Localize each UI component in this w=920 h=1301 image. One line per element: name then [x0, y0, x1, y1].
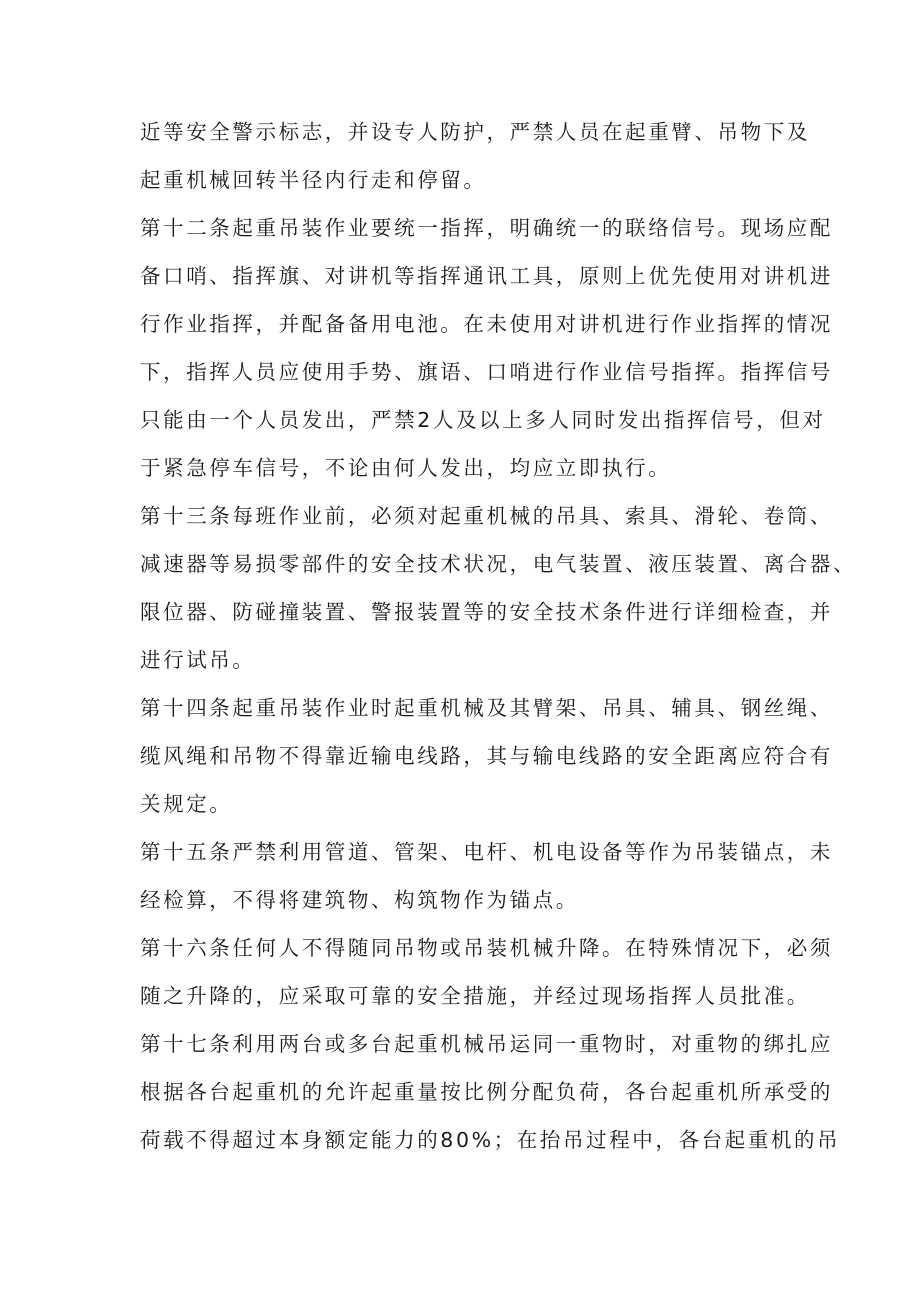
text-line: 近等安全警示标志，并设专人防护，严禁人员在起重臂、吊物下及: [140, 120, 810, 144]
text-line: 起重机械回转半径内行走和停留。: [140, 168, 487, 192]
text-line: 第十七条利用两台或多台起重机械吊运同一重物时，对重物的绑扎应: [140, 1032, 833, 1056]
text-line: 第十三条每班作业前，必须对起重机械的吊具、索具、滑轮、卷筒、: [140, 504, 833, 528]
text-line: 第十五条严禁利用管道、管架、电杆、机电设备等作为吊装锚点，未: [140, 840, 833, 864]
text-line: 于紧急停车信号，不论由何人发出，均应立即执行。: [140, 456, 672, 480]
text-line: 只能由一个人员发出，严禁2人及以上多人同时发出指挥信号，但对: [140, 408, 826, 432]
text-line: 减速器等易损零部件的安全技术状况，电气装置、液压装置、离合器、: [140, 552, 857, 576]
text-line: 进行试吊。: [140, 648, 256, 672]
text-line: 经检算，不得将建筑物、构筑物作为锚点。: [140, 888, 579, 912]
text-line: 缆风绳和吊物不得靠近输电线路，其与输电线路的安全距离应符合有: [140, 744, 833, 768]
text-line: 第十六条任何人不得随同吊物或吊装机械升降。在特殊情况下，必须: [140, 936, 833, 960]
text-line: 随之升降的，应采取可靠的安全措施，并经过现场指挥人员批准。: [140, 984, 810, 1008]
text-line: 备口哨、指挥旗、对讲机等指挥通讯工具，原则上优先使用对讲机进: [140, 264, 833, 288]
text-line: 关规定。: [140, 792, 233, 816]
text-line: 根据各台起重机的允许起重量按比例分配负荷，各台起重机所承受的: [140, 1080, 833, 1104]
text-line: 下，指挥人员应使用手势、旗语、口哨进行作业信号指挥。指挥信号: [140, 360, 833, 384]
text-line: 第十四条起重吊装作业时起重机械及其臂架、吊具、辅具、钢丝绳、: [140, 696, 833, 720]
text-line: 行作业指挥，并配备备用电池。在未使用对讲机进行作业指挥的情况: [140, 312, 833, 336]
text-line: 第十二条起重吊装作业要统一指挥，明确统一的联络信号。现场应配: [140, 216, 833, 240]
text-line: 荷载不得超过本身额定能力的80%；在抬吊过程中，各台起重机的吊: [140, 1128, 841, 1152]
text-line: 限位器、防碰撞装置、警报装置等的安全技术条件进行详细检查，并: [140, 600, 833, 624]
